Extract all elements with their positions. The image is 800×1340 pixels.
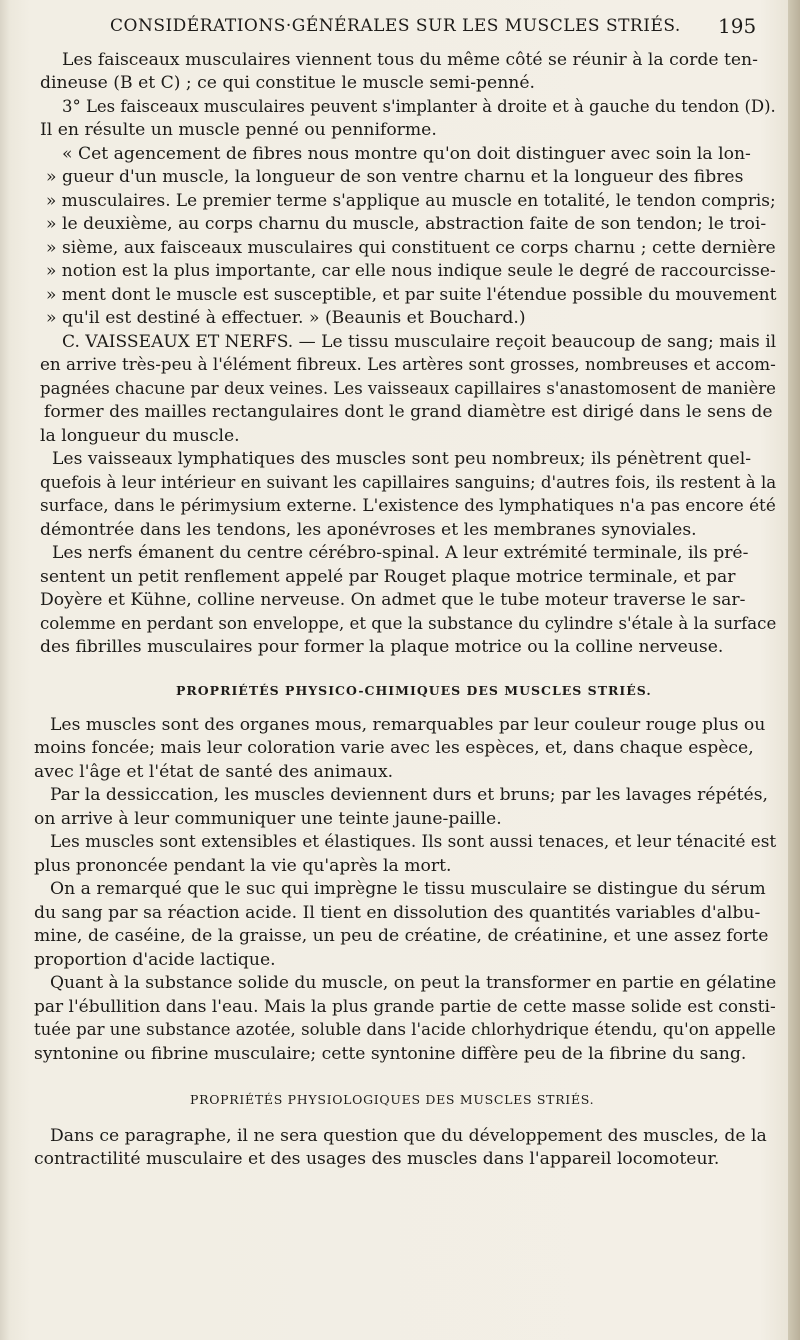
text-line: sentent un petit renflement appelé par Rouget plaque motrice terminale, et par [40, 567, 736, 587]
text-line: Il en résulte un muscle penné ou penniforme. [40, 120, 437, 140]
text-line: « Cet agencement de fibres nous montre qu'on doit distinguer avec soin la lon- [62, 144, 751, 164]
text-line: moins foncée; mais leur coloration varie avec les espèces, et, dans chaque espèce, [34, 738, 754, 758]
page-edge [788, 0, 800, 1340]
text-line: » musculaires. Le premier terme s'applique au muscle en totalité, le tendon compris; [46, 191, 776, 211]
text-line: tuée par une substance azotée, soluble dans l'acide chlorhydrique étendu, qu'on appelle [34, 1020, 776, 1040]
text-line: colemme en perdant son enveloppe, et que la substance du cylindre s'étale à la surface [40, 614, 777, 634]
text-line: Dans ce paragraphe, il ne sera question que du développement des muscles, de la [50, 1126, 767, 1146]
text-line: » le deuxième, au corps charnu du muscle, abstraction faite de son tendon; le troi- [46, 214, 767, 234]
text-line: » notion est la plus importante, car elle nous indique seule le degré de raccourcisse- [46, 261, 776, 281]
text-line: quefois à leur intérieur en suivant les capillaires sanguins; d'autres fois, ils restent à la [40, 473, 777, 493]
text-line: Les nerfs émanent du centre cérébro-spinal. A leur extrémité terminale, ils pré- [52, 543, 749, 563]
text-line: » ment dont le muscle est susceptible, et par suite l'étendue possible du mouvement [46, 285, 777, 305]
section-heading: PROPRIÉTÉS PHYSIOLOGIQUES DES MUSCLES STRIÉS. [190, 1092, 595, 1107]
text-line: Par la dessiccation, les muscles deviennent durs et bruns; par les lavages répétés, [50, 785, 769, 805]
text-line: des fibrilles musculaires pour former la plaque motrice ou la colline nerveuse. [40, 637, 724, 657]
text-line: Les vaisseaux lymphatiques des muscles sont peu nombreux; ils pénètrent quel- [52, 449, 751, 469]
text-line: mine, de caséine, de la graisse, un peu de créatine, de créatinine, et une assez forte [34, 926, 769, 946]
page-number: 195 [718, 14, 757, 38]
text-line: contractilité musculaire et des usages des muscles dans l'appareil locomoteur. [34, 1149, 720, 1169]
section-heading: PROPRIÉTÉS PHYSICO-CHIMIQUES DES MUSCLES STRIÉS. [176, 683, 652, 698]
text-line: démontrée dans les tendons, les aponévroses et les membranes synoviales. [40, 520, 697, 540]
text-line: du sang par sa réaction acide. Il tient en dissolution des quantités variables d'albu- [34, 903, 761, 923]
text-line: avec l'âge et l'état de santé des animaux. [34, 762, 394, 782]
text-line: pagnées chacune par deux veines. Les vaisseaux capillaires s'anastomosent de manière [40, 379, 776, 399]
text-line: C. VAISSEAUX ET NERFS. — Le tissu musculaire reçoit beaucoup de sang; mais il [62, 332, 777, 352]
text-line: Les faisceaux musculaires viennent tous du même côté se réunir à la corde ten- [62, 50, 758, 70]
running-head: CONSIDÉRATIONS·GÉNÉRALES SUR LES MUSCLES STRIÉS. [110, 16, 681, 36]
text-line: on arrive à leur communiquer une teinte jaune-paille. [34, 809, 502, 829]
text-line: Quant à la substance solide du muscle, on peut la transformer en partie en gélatine [50, 973, 777, 993]
text-line: surface, dans le périmysium externe. L'existence des lymphatiques n'a pas encore été [40, 496, 776, 516]
text-line: » qu'il est destiné à effectuer. » (Beaunis et Bouchard.) [46, 308, 526, 328]
text-line: Les muscles sont des organes mous, remarquables par leur couleur rouge plus ou [50, 715, 766, 735]
text-line: syntonine ou fibrine musculaire; cette syntonine diffère peu de la fibrine du sang. [34, 1044, 747, 1064]
text-line: Doyère et Kühne, colline nerveuse. On admet que le tube moteur traverse le sar- [40, 590, 746, 610]
text-line: par l'ébullition dans l'eau. Mais la plus grande partie de cette masse solide est consti- [34, 997, 776, 1017]
text-line: dineuse (B et C) ; ce qui constitue le muscle semi-penné. [40, 73, 535, 93]
text-line: 3° Les faisceaux musculaires peuvent s'implanter à droite et à gauche du tendon (D). [62, 97, 776, 117]
text-line: Les muscles sont extensibles et élastiques. Ils sont aussi tenaces, et leur ténacité est [50, 832, 777, 852]
text-line: » sième, aux faisceaux musculaires qui constituent ce corps charnu ; cette dernière [46, 238, 776, 258]
text-line: proportion d'acide lactique. [34, 950, 276, 970]
text-line: en arrive très-peu à l'élément fibreux. Les artères sont grosses, nombreuses et accom- [40, 355, 776, 375]
text-line: On a remarqué que le suc qui imprègne le tissu musculaire se distingue du sérum [50, 879, 766, 899]
text-line: plus prononcée pendant la vie qu'après la mort. [34, 856, 452, 876]
page-header [0, 12, 800, 42]
text-line: la longueur du muscle. [40, 426, 240, 446]
text-line: former des mailles rectangulaires dont le grand diamètre est dirigé dans le sens de [44, 402, 773, 422]
text-line: » gueur d'un muscle, la longueur de son ventre charnu et la longueur des fibres [46, 167, 744, 187]
